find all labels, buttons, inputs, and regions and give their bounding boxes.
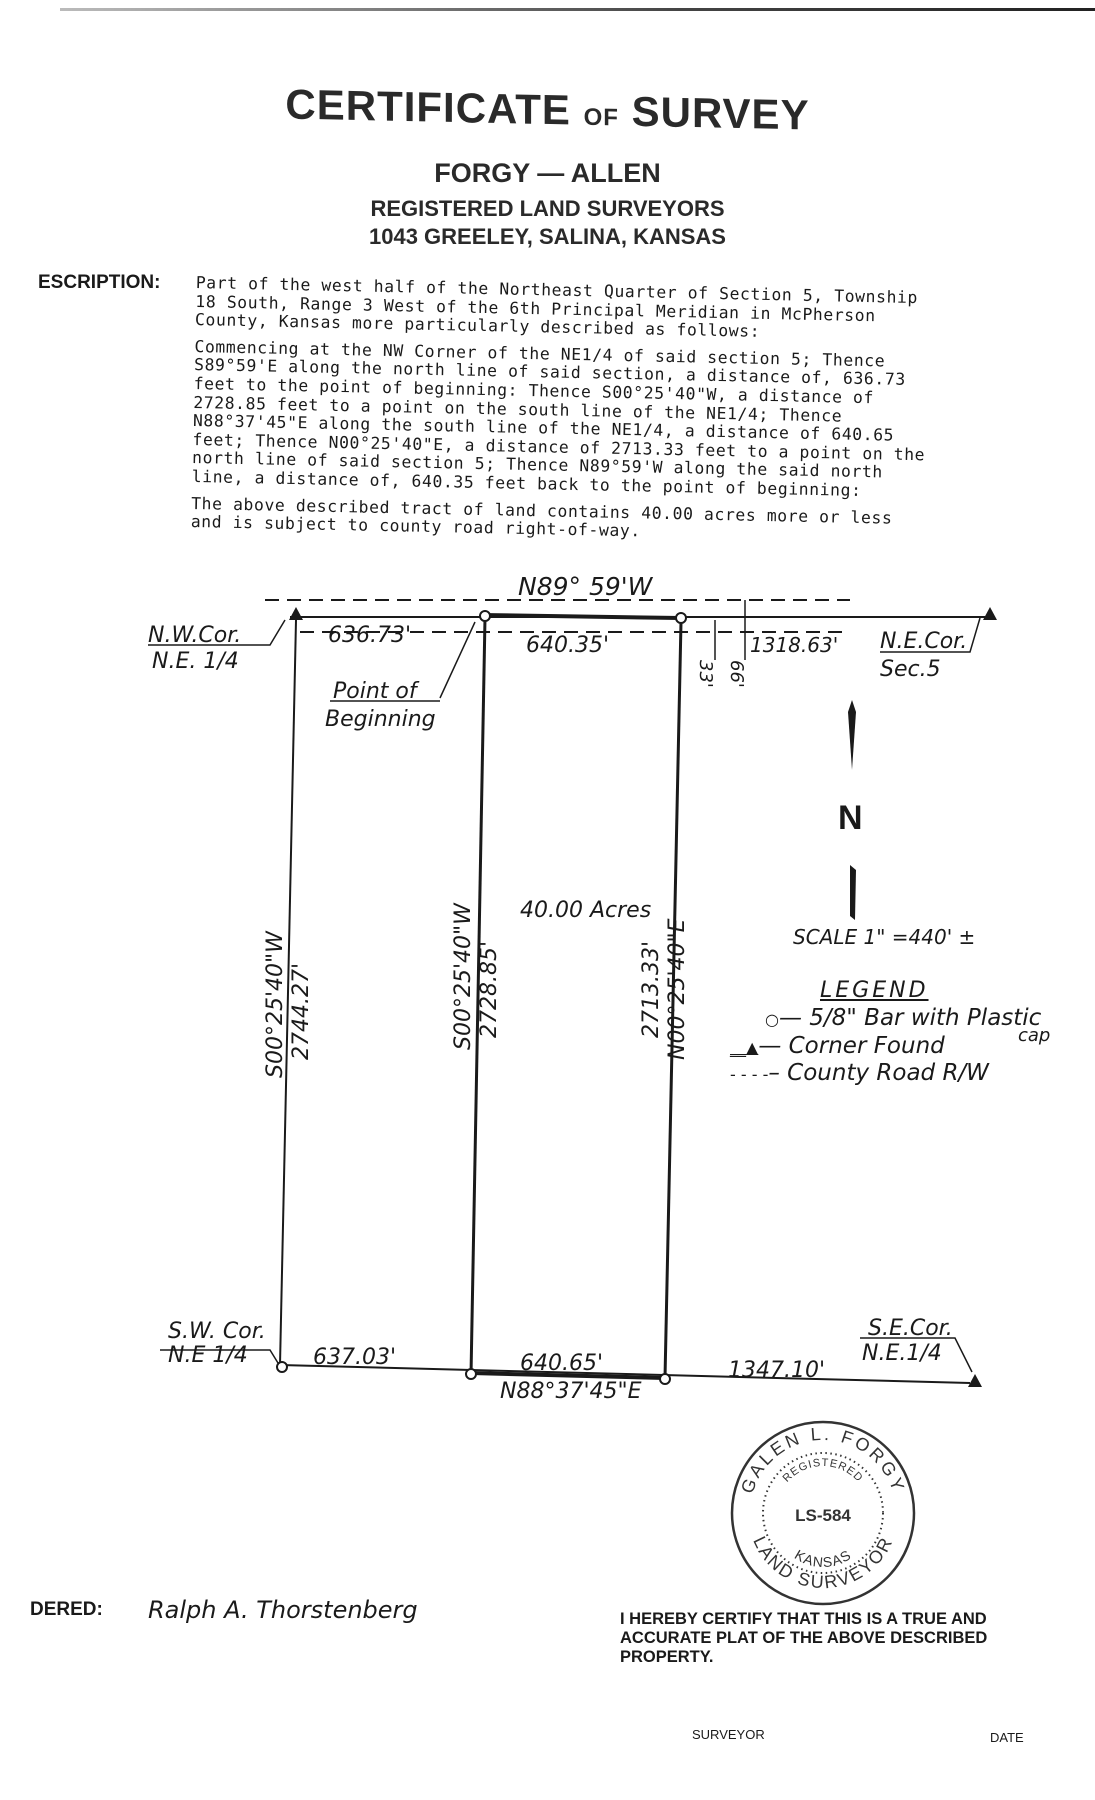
ne-corner-label-2: Sec.5	[880, 657, 941, 682]
firm-subtitle: REGISTERED LAND SURVEYORS	[370, 196, 725, 221]
bar-monument-nw-tract	[480, 611, 490, 621]
sw-corner-label-1: S.W. Cor.	[168, 1319, 266, 1344]
legend-title: LEGEND	[820, 978, 929, 1003]
legend-item-corner-text: — Corner Found	[758, 1033, 945, 1059]
bar-monument-ne-tract	[676, 613, 686, 623]
seal-registered: REGISTERED	[780, 1456, 866, 1485]
bar-symbol-icon: ○	[765, 1010, 779, 1029]
corner-found-se	[968, 1374, 982, 1387]
seal-bottom-text: LAND SURVEYOR	[749, 1533, 897, 1593]
north-arrow	[838, 700, 863, 920]
tract-acres: 40.00 Acres	[520, 898, 652, 923]
dist-north-west: 636.73'	[328, 623, 412, 648]
tract-east-bearing: N00°25'40"E	[665, 918, 690, 1060]
dist-33: 33'	[695, 660, 716, 688]
sw-corner-label-2: N.E 1/4	[168, 1343, 248, 1368]
south-bearing: N88°37'45"E	[500, 1379, 642, 1404]
corner-found-nw	[289, 607, 303, 620]
description-para-2: Commencing at the NW Corner of the NE1/4 of said section 5; Thence S89°59'E along the north line of said section, a distance of, 636.73 feet to the point of beginning: Thence S00°25'40"W, a distance of 2728.85 feet to a point on the south line of the NE1/4; Thence N88°37'45"E along the south line of the NE1/4, a distance of 640.65 feet; Thence N00°25'40"E, a distance of 2713.33 feet to a point on the north line of said section 5; Thence N89°59'W along the said north line, a distance of, 640.35 feet back to the point of beginning:	[191, 336, 926, 500]
north-letter: N	[838, 799, 863, 837]
corner-found-ne	[983, 607, 997, 620]
north-bearing: N89° 59'W	[518, 572, 653, 601]
title-certificate: CERTIFICATE	[285, 80, 571, 134]
legal-description	[190, 274, 935, 555]
tract-east-dist: 2713.33'	[639, 940, 664, 1038]
legend-item-corner	[730, 1033, 945, 1059]
tract-west-bearing: S00°25'40"W	[451, 903, 476, 1050]
seal-top-text: GALEN L. FORGY	[736, 1423, 910, 1497]
firm-name: FORGY — ALLEN	[434, 158, 661, 188]
nw-corner-label-1: N.W.Cor.	[148, 623, 242, 648]
pob-label-1: Point of	[333, 679, 417, 704]
bar-monument-sw-tract	[466, 1369, 476, 1379]
legend-item-bar	[765, 1005, 1041, 1031]
bar-monument-se-tract	[660, 1374, 670, 1384]
pob-leader	[440, 622, 475, 698]
surveyor-seal	[728, 1418, 918, 1608]
title-of: OF	[583, 103, 619, 132]
dist-north-east: 1318.63'	[750, 633, 839, 657]
ne-corner-label-1: N.E.Cor.	[880, 629, 968, 654]
description-para-3: The above described tract of land contains 40.00 acres more or less and is subject to county road right-of-way.	[190, 493, 893, 541]
ordered-label: DERED:	[30, 1599, 103, 1620]
bar-monument-sw	[277, 1362, 287, 1372]
pob-label-2: Beginning	[325, 707, 436, 732]
surveyor-signature-label: SURVEYOR	[692, 1727, 765, 1742]
seal-state: KANSAS	[791, 1546, 855, 1571]
document-title	[0, 75, 1095, 146]
scan-edge-line	[60, 8, 1095, 11]
se-corner-label-1: S.E.Cor.	[868, 1316, 953, 1341]
corner-found-icon: __▲	[730, 1038, 759, 1057]
tract-west-dist: 2728.85'	[477, 940, 502, 1038]
legend-item-road	[730, 1060, 989, 1086]
dist-north-tract: 640.35'	[526, 633, 610, 658]
description-para-1: Part of the west half of the Northeast Quarter of Section 5, Township 18 South, Range 3 West of the 6th Principal Meridian in McPherson County, Kansas more particularly described as follows:	[194, 273, 919, 342]
seal-license-number: LS-584	[795, 1506, 851, 1525]
ordered-by-name: Ralph A. Thorstenberg	[148, 1596, 418, 1624]
date-label: DATE	[990, 1730, 1024, 1745]
dist-south-east: 1347.10'	[728, 1358, 826, 1383]
legend-item-bar-cap: cap	[1018, 1025, 1051, 1046]
dist-66: 66'	[726, 660, 747, 688]
certification-statement: I HEREBY CERTIFY THAT THIS IS A TRUE AND ACCURATE PLAT OF THE ABOVE DESCRIBED PROPERTY.	[620, 1610, 988, 1666]
west-line-dist: 2744.27'	[289, 962, 314, 1060]
dist-south-tract: 640.65'	[520, 1351, 604, 1376]
legend-item-bar-text: — 5/8" Bar with Plastic	[778, 1005, 1042, 1031]
description-label: ESCRIPTION:	[38, 272, 161, 293]
dist-south-west: 637.03'	[313, 1345, 397, 1370]
scale-label: SCALE 1" =440' ±	[793, 925, 976, 949]
nw-corner-label-2: N.E. 1/4	[152, 649, 239, 674]
firm-address: 1043 GREELEY, SALINA, KANSAS	[369, 224, 726, 249]
title-survey: SURVEY	[631, 87, 810, 139]
se-corner-label-2: N.E.1/4	[862, 1341, 942, 1366]
west-line-bearing: S00°25'40"W	[263, 931, 288, 1078]
dashed-line-icon: - - - -	[730, 1065, 769, 1084]
legend-item-road-text: – County Road R/W	[768, 1060, 989, 1086]
